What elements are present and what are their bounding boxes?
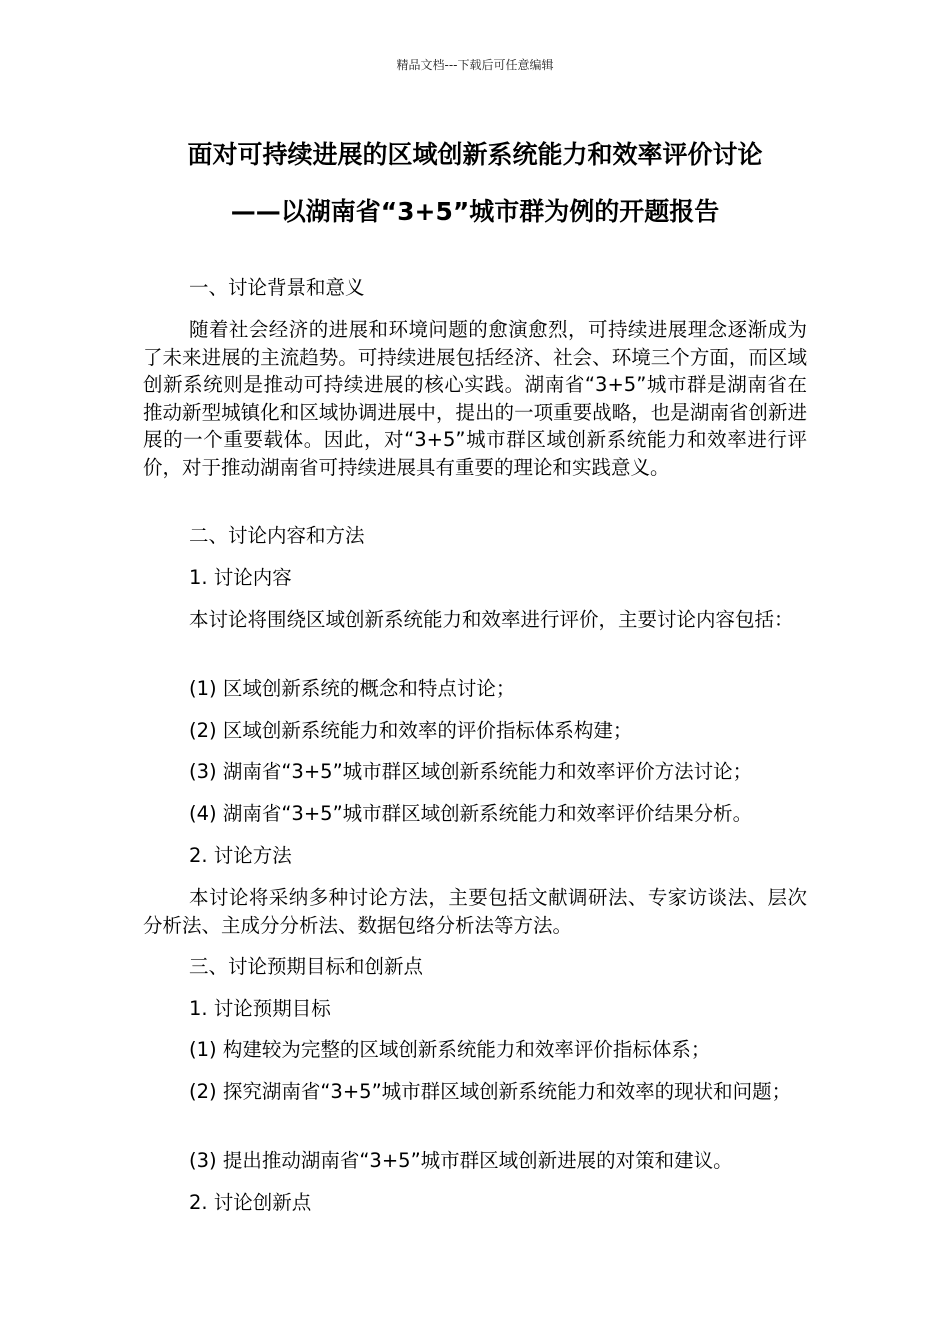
list-item-goal-1: (1) 构建较为完整的区域创新系统能力和效率评价指标体系； — [189, 1038, 711, 1061]
section-heading-content-method: 二、讨论内容和方法 — [189, 524, 365, 547]
paragraph-method: 本讨论将采纳多种讨论方法，主要包括文献调研法、专家访谈法、层次分析法、主成分分析法、数据包络分析法等方法。 — [143, 886, 807, 937]
subheading-content: 1. 讨论内容 — [189, 566, 292, 589]
header-note: 精品文档---下载后可任意编辑 — [396, 58, 554, 72]
paragraph-background: 随着社会经济的进展和环境问题的愈演愈烈，可持续进展理念逐渐成为了未来进展的主流趋势。可持续进展包括经济、社会、环境三个方面，而区域创新系统则是推动可持续进展的核心实践。湖南省“3+5”城市群是湖南省在推动新型城镇化和区域协调进展中，提出的一项重要战略，也是湖南省创新进展的一个重要载体。因此，对“3+5”城市群区域创新系统能力和效率进行评价，对于推动湖南省可持续进展具有重要的理论和实践意义。 — [143, 318, 807, 479]
section-heading-goals: 三、讨论预期目标和创新点 — [189, 955, 424, 978]
paragraph-content-intro: 本讨论将围绕区域创新系统能力和效率进行评价，主要讨论内容包括： — [189, 608, 794, 631]
list-item-goal-2: (2) 探究湖南省“3+5”城市群区域创新系统能力和效率的现状和问题； — [189, 1080, 792, 1103]
subheading-innovation: 2. 讨论创新点 — [189, 1191, 312, 1214]
subheading-method: 2. 讨论方法 — [189, 844, 292, 867]
list-item-content-3: (3) 湖南省“3+5”城市群区域创新系统能力和效率评价方法讨论； — [189, 760, 753, 783]
title-line-2: ——以湖南省“3+5”城市群为例的开题报告 — [230, 197, 720, 226]
title-line-1: 面对可持续进展的区域创新系统能力和效率评价讨论 — [187, 140, 763, 169]
list-item-content-1: (1) 区域创新系统的概念和特点讨论； — [189, 677, 516, 700]
list-item-content-4: (4) 湖南省“3+5”城市群区域创新系统能力和效率评价结果分析。 — [189, 802, 753, 825]
list-item-goal-3: (3) 提出推动湖南省“3+5”城市群区域创新进展的对策和建议。 — [189, 1149, 733, 1172]
subheading-goals: 1. 讨论预期目标 — [189, 997, 331, 1020]
section-heading-background: 一、讨论背景和意义 — [189, 276, 365, 299]
list-item-content-2: (2) 区域创新系统能力和效率的评价指标体系构建； — [189, 719, 633, 742]
